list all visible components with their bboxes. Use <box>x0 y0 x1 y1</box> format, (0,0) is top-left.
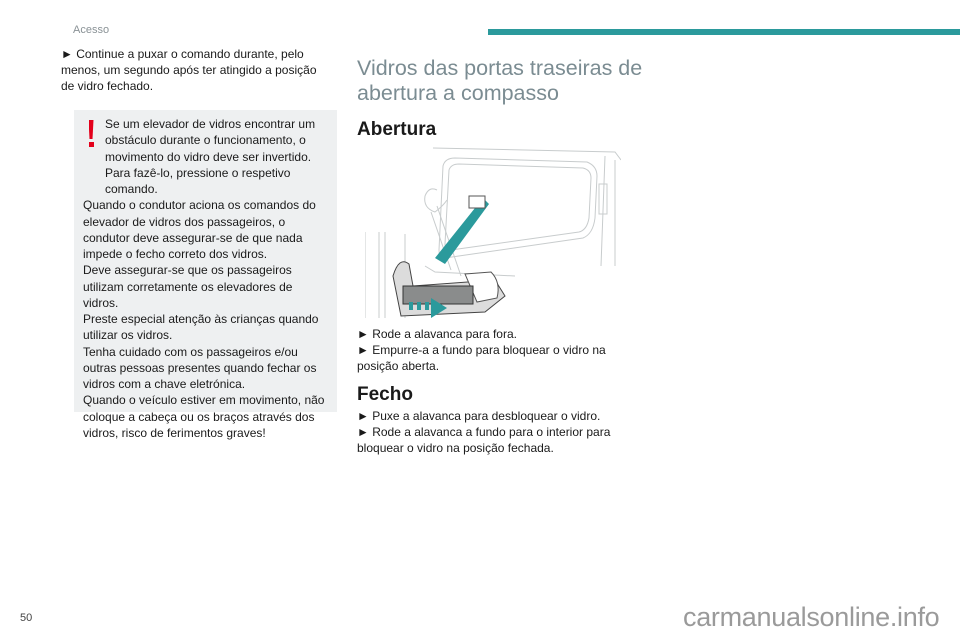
warning-box <box>74 110 337 440</box>
step-text: ► Rode a alavanca para fora. <box>357 327 517 341</box>
warning-line: Quando o condutor aciona os comandos do elevador de vidros dos passageiros, o condutor deve assegurar-se de que nada impede o fecho correto dos vidros. <box>83 198 316 261</box>
step-text: ► Continue a puxar o comando durante, pelo menos, um segundo após ter atingido a posição de vidro fechado. <box>61 47 317 94</box>
warning-line: Se um elevador de vidros encontrar um obstáculo durante o funcionamento, o movimento do vidro deve ser invertido. Para fazê-lo, pressione o respetivo comando. <box>105 117 316 196</box>
fecho-steps <box>357 408 627 457</box>
warning-line: Tenha cuidado com os passageiros e/ou outras pessoas presentes quando fechar os vidros com a chave eletrónica. <box>83 344 317 391</box>
heading-fecho: Fecho <box>357 384 413 405</box>
step-text: ► Puxe a alavanca para desbloquear o vidro. <box>357 409 601 423</box>
step-text: ► Rode a alavanca a fundo para o interior para bloquear o vidro na posição fechada. <box>357 425 611 456</box>
warning-line: Quando o veículo estiver em movimento, não coloque a cabeça ou os braços através dos vidros, risco de ferimentos graves! <box>83 393 325 440</box>
warning-line: Preste especial atenção às crianças quando utilizar os vidros. <box>83 312 319 343</box>
page-heading: Vidros das portas traseiras de abertura a compasso <box>357 56 643 105</box>
abertura-steps <box>357 326 627 375</box>
page-number: 50 <box>20 612 33 624</box>
warning-line: Deve assegurar-se que os passageiros utilizam corretamente os elevadores de vidros. <box>83 263 293 310</box>
heading-abertura: Abertura <box>357 119 437 140</box>
window-latch-illustration <box>365 146 621 318</box>
section-title: Acesso <box>73 24 110 36</box>
step-text: ► Empurre-a a fundo para bloquear o vidro na posição aberta. <box>357 343 606 374</box>
watermark: carmanualsonline.info <box>683 602 940 632</box>
section-accent-bar <box>488 29 960 35</box>
